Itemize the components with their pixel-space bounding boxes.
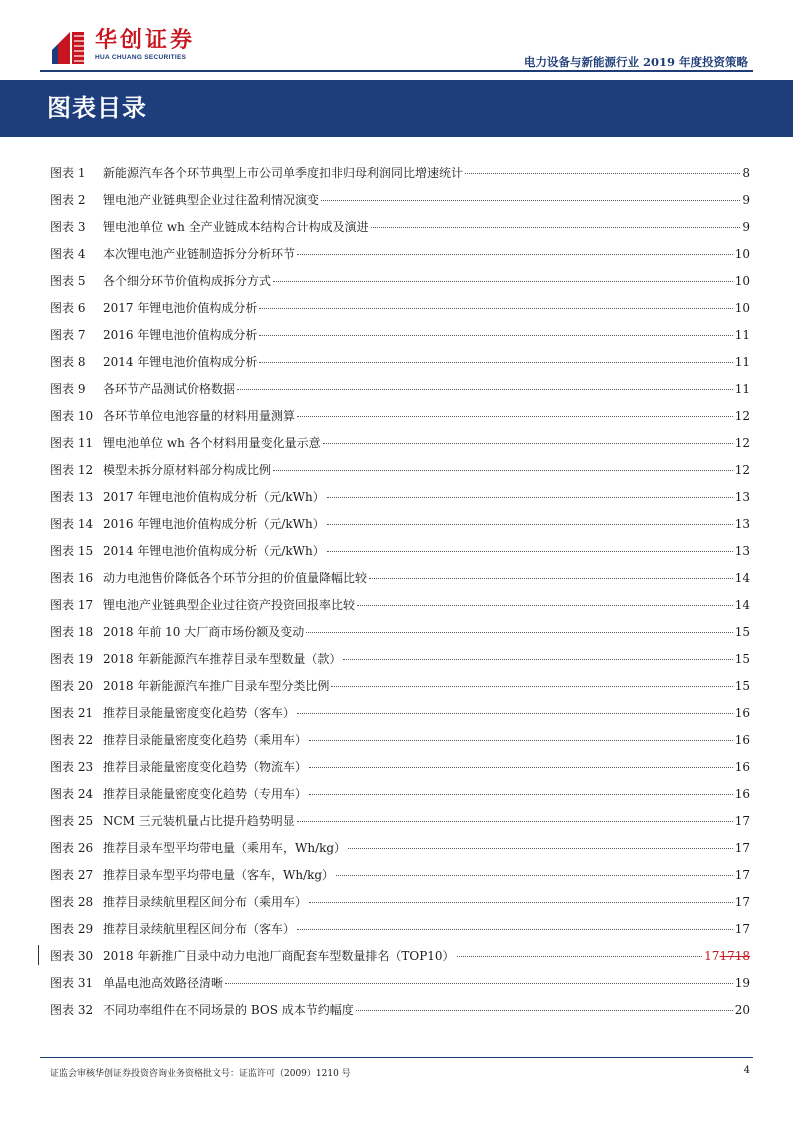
toc-entry-title: 2014 年锂电池价值构成分析 (103, 355, 258, 369)
toc-entry-page: 17 (734, 814, 750, 828)
report-title: 电力设备与新能源行业 2019 年度投资策略 (523, 55, 748, 69)
toc-entry-label: 图表 23 (50, 760, 94, 774)
toc-entry-page: 12 (734, 463, 750, 477)
toc-entry-page-revised (704, 949, 750, 963)
toc-entry[interactable] (50, 220, 750, 247)
section-title: 图表目录 (47, 94, 147, 122)
toc-leader-dots (369, 578, 733, 579)
toc-entry-page: 10 (734, 301, 750, 315)
toc-leader-dots (309, 794, 733, 795)
toc-entry-page: 19 (734, 976, 750, 990)
toc-entry-label: 图表 30 (50, 949, 94, 963)
toc-entry-page: 17 (734, 922, 750, 936)
toc-entry-page: 9 (742, 220, 750, 234)
toc-entry-label: 图表 32 (50, 1003, 94, 1017)
toc-entry-label: 图表 9 (50, 382, 86, 396)
toc-entry-page: 17 (734, 841, 750, 855)
toc-leader-dots (343, 659, 732, 660)
toc-leader-dots (273, 281, 733, 282)
toc-entry[interactable] (50, 517, 750, 544)
toc-entry-label: 图表 31 (50, 976, 94, 990)
toc-entry-page: 17 (734, 868, 750, 882)
toc-entry-page: 20 (734, 1003, 750, 1017)
toc-entry[interactable] (50, 1003, 750, 1030)
toc-leader-dots (309, 902, 733, 903)
toc-leader-dots (309, 767, 733, 768)
toc-page-inserted-struck: 17 (719, 949, 735, 963)
toc-entry-page: 11 (734, 382, 750, 396)
logo-english-name: HUA CHUANG SECURITIES (95, 54, 187, 61)
toc-entry[interactable] (50, 355, 750, 382)
toc-entry-title: 推荐目录能量密度变化趋势（专用车） (103, 787, 308, 801)
toc-entry[interactable] (50, 922, 750, 949)
toc-entry-page: 17 (734, 895, 750, 909)
toc-entry[interactable] (50, 679, 750, 706)
toc-entry-label: 图表 11 (50, 436, 94, 450)
toc-entry[interactable] (50, 490, 750, 517)
toc-leader-dots (297, 254, 733, 255)
toc-entry-title: 各环节单位电池容量的材料用量测算 (103, 409, 296, 423)
toc-entry-label: 图表 7 (50, 328, 86, 342)
toc-entry-title: 模型未拆分原材料部分构成比例 (103, 463, 272, 477)
toc-entry-title: 2018 年前 10 大厂商市场份额及变动 (103, 625, 305, 639)
toc-entry[interactable] (50, 409, 750, 436)
toc-leader-dots (297, 713, 733, 714)
toc-entry-page: 16 (734, 733, 750, 747)
toc-entry-page: 10 (734, 247, 750, 261)
toc-entry[interactable] (50, 193, 750, 220)
toc-leader-dots (273, 470, 733, 471)
logo-chinese-name: 华创证券 (95, 28, 196, 53)
toc-entry-label: 图表 17 (50, 598, 94, 612)
toc-entry-page: 14 (734, 598, 750, 612)
toc-entry-page: 16 (734, 706, 750, 720)
toc-entry-title: 2016 年锂电池价值构成分析（元/kWh） (103, 517, 325, 531)
logo-mark-icon (52, 30, 90, 66)
toc-entry[interactable] (50, 760, 750, 787)
toc-entry[interactable] (50, 733, 750, 760)
toc-entry-title: 2018 年新推广目录中动力电池厂商配套车型数量排名（TOP10） (103, 949, 455, 963)
toc-entry-title: 各环节产品测试价格数据 (103, 382, 236, 396)
toc-entry-title: 锂电池产业链典型企业过往资产投资回报率比较 (103, 598, 356, 612)
toc-entry[interactable] (50, 463, 750, 490)
toc-entry[interactable] (50, 544, 750, 571)
toc-page-inserted: 17 (704, 949, 720, 963)
toc-entry-page: 8 (742, 166, 750, 180)
toc-entry-label: 图表 3 (50, 220, 86, 234)
toc-leader-dots (259, 362, 732, 363)
toc-entry-label: 图表 19 (50, 652, 94, 666)
toc-entry[interactable] (50, 895, 750, 922)
toc-entry[interactable] (50, 436, 750, 463)
toc-entry-label: 图表 12 (50, 463, 94, 477)
table-of-figures (50, 166, 750, 1030)
toc-entry-page: 9 (742, 193, 750, 207)
toc-leader-dots (327, 551, 733, 552)
toc-entry[interactable] (50, 301, 750, 328)
toc-entry-page: 11 (734, 355, 750, 369)
toc-leader-dots (237, 389, 733, 390)
toc-entry[interactable] (50, 166, 750, 193)
toc-entry-title: 推荐目录能量密度变化趋势（物流车） (103, 760, 308, 774)
toc-entry[interactable] (50, 274, 750, 301)
toc-entry-title: 锂电池产业链典型企业过往盈利情况演变 (103, 193, 320, 207)
toc-entry-title: 锂电池单位 wh 各个材料用量变化量示意 (103, 436, 321, 450)
header-divider (40, 70, 753, 72)
toc-entry-label: 图表 5 (50, 274, 86, 288)
toc-entry-title: 各个细分环节价值构成拆分方式 (103, 274, 272, 288)
toc-entry-label: 图表 29 (50, 922, 94, 936)
section-banner (0, 80, 793, 137)
toc-entry-label: 图表 6 (50, 301, 86, 315)
toc-entry-page: 13 (734, 490, 750, 504)
toc-entry[interactable] (50, 976, 750, 1003)
toc-entry-title: 单晶电池高效路径清晰 (103, 976, 224, 990)
toc-entry-title: 2018 年新能源汽车推广目录车型分类比例 (103, 679, 330, 693)
toc-entry-title: 推荐目录能量密度变化趋势（乘用车） (103, 733, 308, 747)
toc-entry-label: 图表 2 (50, 193, 86, 207)
toc-leader-dots (259, 308, 732, 309)
toc-entry-title: 2017 年锂电池价值构成分析（元/kWh） (103, 490, 325, 504)
footer-license: 证监会审核华创证券投资咨询业务资格批文号：证监许可（2009）1210 号 (50, 1069, 351, 1079)
toc-entry-title: 新能源汽车各个环节典型上市公司单季度扣非归母利润同比增速统计 (103, 166, 464, 180)
toc-entry-title: NCM 三元装机量占比提升趋势明显 (103, 814, 295, 828)
toc-entry-label: 图表 22 (50, 733, 94, 747)
toc-entry-page: 10 (734, 274, 750, 288)
toc-entry-title: 推荐目录续航里程区间分布（乘用车） (103, 895, 308, 909)
toc-entry-label: 图表 20 (50, 679, 94, 693)
toc-entry[interactable] (50, 247, 750, 274)
toc-entry-label: 图表 13 (50, 490, 94, 504)
toc-entry-label: 图表 25 (50, 814, 94, 828)
toc-entry-label: 图表 4 (50, 247, 86, 261)
toc-entry-page: 16 (734, 760, 750, 774)
toc-leader-dots (327, 497, 733, 498)
toc-leader-dots (331, 686, 732, 687)
toc-entry-label: 图表 18 (50, 625, 94, 639)
toc-entry-label: 图表 8 (50, 355, 86, 369)
toc-entry-page: 15 (734, 679, 750, 693)
toc-entry-title: 推荐目录续航里程区间分布（客车） (103, 922, 296, 936)
toc-entry-title: 2016 年锂电池价值构成分析 (103, 328, 258, 342)
toc-leader-dots (457, 956, 703, 957)
toc-leader-dots (465, 173, 740, 174)
toc-entry[interactable] (50, 814, 750, 841)
toc-entry-page: 16 (734, 787, 750, 801)
toc-entry-label: 图表 24 (50, 787, 94, 801)
toc-entry-label: 图表 21 (50, 706, 94, 720)
toc-leader-dots (321, 200, 740, 201)
toc-entry[interactable] (50, 841, 750, 868)
toc-leader-dots (309, 740, 733, 741)
toc-entry[interactable] (50, 949, 750, 976)
toc-leader-dots (348, 848, 733, 849)
toc-entry-page: 15 (734, 652, 750, 666)
toc-entry-title: 推荐目录车型平均带电量（客车，Wh/kg） (103, 868, 335, 882)
toc-entry-title: 锂电池单位 wh 全产业链成本结构合计构成及演进 (103, 220, 369, 234)
toc-entry[interactable] (50, 706, 750, 733)
toc-leader-dots (336, 875, 733, 876)
toc-leader-dots (297, 929, 733, 930)
toc-entry[interactable] (50, 598, 750, 625)
toc-entry-label: 图表 27 (50, 868, 94, 882)
toc-entry[interactable] (50, 382, 750, 409)
toc-entry-label: 图表 28 (50, 895, 94, 909)
toc-entry-label: 图表 1 (50, 166, 86, 180)
toc-entry-title: 推荐目录能量密度变化趋势（客车） (103, 706, 296, 720)
toc-entry-page: 14 (734, 571, 750, 585)
toc-entry-page: 13 (734, 544, 750, 558)
toc-leader-dots (297, 416, 733, 417)
toc-page-deleted: 18 (734, 949, 750, 963)
toc-leader-dots (323, 443, 733, 444)
toc-entry-label: 图表 14 (50, 517, 94, 531)
toc-entry[interactable] (50, 625, 750, 652)
toc-entry-title: 动力电池售价降低各个环节分担的价值量降幅比较 (103, 571, 368, 585)
toc-entry-title: 推荐目录车型平均带电量（乘用车，Wh/kg） (103, 841, 347, 855)
toc-entry-label: 图表 15 (50, 544, 94, 558)
toc-entry[interactable] (50, 868, 750, 895)
toc-entry-page: 12 (734, 436, 750, 450)
page-number: 4 (743, 1065, 750, 1076)
toc-entry-label: 图表 16 (50, 571, 94, 585)
toc-entry-page: 12 (734, 409, 750, 423)
company-logo (52, 28, 197, 68)
toc-leader-dots (327, 524, 733, 525)
toc-leader-dots (306, 632, 732, 633)
toc-entry[interactable] (50, 652, 750, 679)
toc-entry-title: 本次锂电池产业链制造拆分分析环节 (103, 247, 296, 261)
toc-entry[interactable] (50, 787, 750, 814)
toc-entry-title: 2018 年新能源汽车推荐目录车型数量（款） (103, 652, 342, 666)
toc-leader-dots (357, 605, 733, 606)
toc-entry-title: 2014 年锂电池价值构成分析（元/kWh） (103, 544, 325, 558)
toc-entry-page: 15 (734, 625, 750, 639)
revision-bar (38, 945, 39, 965)
toc-entry[interactable] (50, 571, 750, 598)
toc-entry-title: 不同功率组件在不同场景的 BOS 成本节约幅度 (103, 1003, 354, 1017)
toc-leader-dots (371, 227, 741, 228)
toc-entry[interactable] (50, 328, 750, 355)
toc-leader-dots (297, 821, 733, 822)
footer-divider (40, 1057, 753, 1058)
toc-leader-dots (356, 1010, 733, 1011)
toc-leader-dots (225, 983, 733, 984)
toc-entry-page: 13 (734, 517, 750, 531)
toc-entry-page: 11 (734, 328, 750, 342)
toc-entry-title: 2017 年锂电池价值构成分析 (103, 301, 258, 315)
toc-entry-label: 图表 10 (50, 409, 94, 423)
toc-entry-label: 图表 26 (50, 841, 94, 855)
toc-leader-dots (259, 335, 732, 336)
